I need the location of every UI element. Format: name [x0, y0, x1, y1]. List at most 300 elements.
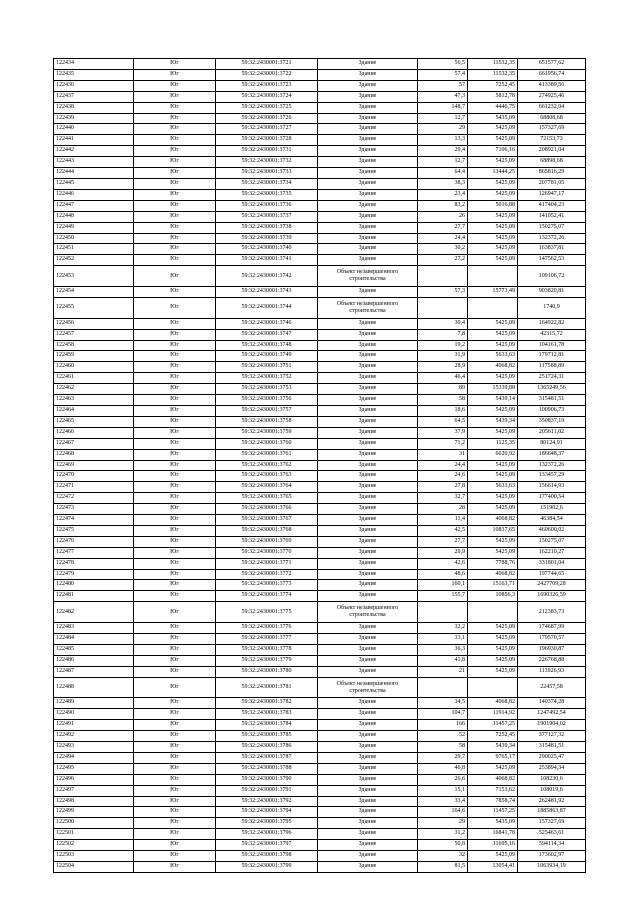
specific-value-cell: 5425,09 — [468, 460, 518, 471]
table-row — [54, 157, 586, 168]
row-number: 122502 — [54, 840, 134, 851]
cadastral-number-cell: 59:32:2430001:3766 — [216, 504, 318, 515]
area-cell: 31,9 — [418, 351, 468, 362]
object-type-cell: Здание — [318, 244, 418, 255]
region-cell: Юг — [134, 720, 216, 731]
specific-value-cell: 13444,25 — [468, 168, 518, 179]
area-cell: 34,5 — [418, 698, 468, 709]
region-cell: Юг — [134, 438, 216, 449]
region-cell: Юг — [134, 416, 216, 427]
row-number: 122440 — [54, 124, 134, 135]
table-row — [54, 59, 586, 70]
region-cell: Юг — [134, 102, 216, 113]
row-number: 122446 — [54, 189, 134, 200]
cadastral-number-cell: 59:32:2430001:3733 — [216, 168, 318, 179]
area-cell: 30,4 — [418, 318, 468, 329]
area-cell: 29,9 — [418, 547, 468, 558]
specific-value-cell: 11457,25 — [468, 720, 518, 731]
specific-value-cell: 1125,35 — [468, 438, 518, 449]
cadastral-number-cell: 59:32:2430001:3772 — [216, 569, 318, 580]
row-number: 122460 — [54, 362, 134, 373]
cadastral-value-cell: 274925,46 — [518, 91, 586, 102]
cadastral-number-cell: 59:32:2430001:3743 — [216, 287, 318, 298]
region-cell: Юг — [134, 580, 216, 591]
object-type-cell: Объект незавершенного строительства — [318, 677, 418, 698]
cadastral-value-cell: 460600,02 — [518, 525, 586, 536]
area-cell: 26 — [418, 211, 468, 222]
object-type-cell: Здание — [318, 178, 418, 189]
cadastral-number-cell: 59:32:2430001:3795 — [216, 818, 318, 829]
row-number: 122489 — [54, 698, 134, 709]
cadastral-value-cell: 72153,73 — [518, 135, 586, 146]
specific-value-cell: 5425,09 — [468, 471, 518, 482]
table-row — [54, 449, 586, 460]
table-row — [54, 515, 586, 526]
cadastral-value-cell: 651577,62 — [518, 59, 586, 70]
table-row — [54, 124, 586, 135]
specific-value-cell: 5425,09 — [468, 536, 518, 547]
area-cell: 46,4 — [418, 373, 468, 384]
row-number: 122472 — [54, 493, 134, 504]
cadastral-number-cell: 59:32:2430001:3726 — [216, 113, 318, 124]
region-cell: Юг — [134, 862, 216, 873]
table-row — [54, 602, 586, 623]
object-type-cell: Здание — [318, 395, 418, 406]
row-number: 122439 — [54, 113, 134, 124]
cadastral-value-cell: 1885863,87 — [518, 807, 586, 818]
row-number: 122496 — [54, 774, 134, 785]
specific-value-cell: 7252,45 — [468, 80, 518, 91]
cadastral-value-cell: 661232,04 — [518, 102, 586, 113]
cadastral-number-cell: 59:32:2430001:3727 — [216, 124, 318, 135]
region-cell: Юг — [134, 460, 216, 471]
cadastral-number-cell: 59:32:2430001:3759 — [216, 427, 318, 438]
region-cell: Юг — [134, 731, 216, 742]
area-cell: 56,5 — [418, 59, 468, 70]
cadastral-number-cell: 59:32:2430001:3768 — [216, 525, 318, 536]
cadastral-number-cell: 59:32:2430001:3744 — [216, 297, 318, 318]
area-cell: 50,8 — [418, 840, 468, 851]
cadastral-value-cell: 177400,54 — [518, 493, 586, 504]
area-cell: 64,4 — [418, 168, 468, 179]
object-type-cell: Здание — [318, 405, 418, 416]
cadastral-value-cell: 156614,93 — [518, 482, 586, 493]
cadastral-value-cell: 315481,51 — [518, 395, 586, 406]
table-row — [54, 504, 586, 515]
object-type-cell: Здание — [318, 416, 418, 427]
cadastral-value-cell: 903820,81 — [518, 287, 586, 298]
region-cell: Юг — [134, 623, 216, 634]
table-row — [54, 633, 586, 644]
region-cell: Юг — [134, 829, 216, 840]
table-row — [54, 796, 586, 807]
table-row — [54, 189, 586, 200]
cadastral-value-cell: 68808,68 — [518, 113, 586, 124]
object-type-cell: Здание — [318, 482, 418, 493]
specific-value-cell: 5425,09 — [468, 255, 518, 266]
object-type-cell: Здание — [318, 340, 418, 351]
cadastral-number-cell: 59:32:2430001:3791 — [216, 785, 318, 796]
object-type-cell: Здание — [318, 493, 418, 504]
area-cell: 52 — [418, 731, 468, 742]
row-number: 122479 — [54, 569, 134, 580]
table-row — [54, 829, 586, 840]
row-number: 122454 — [54, 287, 134, 298]
table-row — [54, 644, 586, 655]
specific-value-cell: 5425,09 — [468, 493, 518, 504]
object-type-cell: Здание — [318, 362, 418, 373]
specific-value-cell: 5425,09 — [468, 157, 518, 168]
region-cell: Юг — [134, 157, 216, 168]
cadastral-value-cell: 1365249,56 — [518, 384, 586, 395]
row-number: 122499 — [54, 807, 134, 818]
specific-value-cell: 5439,34 — [468, 416, 518, 427]
object-type-cell: Здание — [318, 200, 418, 211]
cadastral-value-cell: 179570,57 — [518, 633, 586, 644]
area-cell: 166 — [418, 720, 468, 731]
cadastral-number-cell: 59:32:2430001:3746 — [216, 318, 318, 329]
region-cell: Юг — [134, 655, 216, 666]
cadastral-value-cell: 186648,37 — [518, 449, 586, 460]
area-cell — [418, 677, 468, 698]
table-row — [54, 763, 586, 774]
table-row — [54, 536, 586, 547]
cadastral-number-cell: 59:32:2430001:3760 — [216, 438, 318, 449]
object-type-cell: Здание — [318, 222, 418, 233]
object-type-cell: Здание — [318, 840, 418, 851]
row-number: 122487 — [54, 666, 134, 677]
cadastral-number-cell: 59:32:2430001:3723 — [216, 80, 318, 91]
row-number: 122462 — [54, 384, 134, 395]
cadastral-value-cell: 1901904,02 — [518, 720, 586, 731]
row-number: 122443 — [54, 157, 134, 168]
cadastral-number-cell: 59:32:2430001:3778 — [216, 644, 318, 655]
row-number: 122444 — [54, 168, 134, 179]
object-type-cell: Здание — [318, 504, 418, 515]
cadastral-value-cell: 132372,26 — [518, 233, 586, 244]
cadastral-value-cell: 108230,6 — [518, 774, 586, 785]
object-type-cell: Здание — [318, 752, 418, 763]
cadastral-number-cell: 59:32:2430001:3774 — [216, 591, 318, 602]
row-number: 122436 — [54, 80, 134, 91]
cadastral-number-cell: 59:32:2430001:3758 — [216, 416, 318, 427]
specific-value-cell: 4068,82 — [468, 569, 518, 580]
cadastral-number-cell: 59:32:2430001:3783 — [216, 709, 318, 720]
cadastral-number-cell: 59:32:2430001:3770 — [216, 547, 318, 558]
table-row — [54, 222, 586, 233]
cadastral-value-cell: 1063934,19 — [518, 862, 586, 873]
row-number: 122457 — [54, 329, 134, 340]
cadastral-number-cell: 59:32:2430001:3792 — [216, 796, 318, 807]
table-row — [54, 244, 586, 255]
object-type-cell: Здание — [318, 591, 418, 602]
specific-value-cell: 5425,09 — [468, 211, 518, 222]
specific-value-cell: 7252,45 — [468, 731, 518, 742]
table-row — [54, 774, 586, 785]
cadastral-value-cell: 350837,19 — [518, 416, 586, 427]
object-type-cell: Здание — [318, 427, 418, 438]
row-number: 122466 — [54, 427, 134, 438]
region-cell: Юг — [134, 405, 216, 416]
region-cell: Юг — [134, 569, 216, 580]
object-type-cell: Здание — [318, 69, 418, 80]
object-type-cell: Здание — [318, 742, 418, 753]
object-type-cell: Объект незавершенного строительства — [318, 602, 418, 623]
area-cell: 27,7 — [418, 536, 468, 547]
cadastral-value-cell: 196930,87 — [518, 644, 586, 655]
cadastral-number-cell: 59:32:2430001:3756 — [216, 395, 318, 406]
row-number: 122503 — [54, 851, 134, 862]
row-number: 122449 — [54, 222, 134, 233]
specific-value-cell — [468, 602, 518, 623]
object-type-cell: Здание — [318, 124, 418, 135]
object-type-cell: Здание — [318, 384, 418, 395]
cadastral-value-cell: 132372,26 — [518, 460, 586, 471]
table-row — [54, 752, 586, 763]
region-cell: Юг — [134, 200, 216, 211]
row-number: 122452 — [54, 255, 134, 266]
row-number: 122476 — [54, 536, 134, 547]
table-row — [54, 493, 586, 504]
cadastral-value-cell: 413389,56 — [518, 80, 586, 91]
row-number: 122467 — [54, 438, 134, 449]
table-row — [54, 460, 586, 471]
cadastral-value-cell: 290025,47 — [518, 752, 586, 763]
table-row — [54, 655, 586, 666]
area-cell: 27,8 — [418, 482, 468, 493]
cadastral-value-cell: 46384,54 — [518, 515, 586, 526]
row-number: 122485 — [54, 644, 134, 655]
region-cell: Юг — [134, 297, 216, 318]
area-cell: 71,2 — [418, 438, 468, 449]
area-cell: 29 — [418, 818, 468, 829]
area-cell: 7,8 — [418, 329, 468, 340]
specific-value-cell: 5425,09 — [468, 763, 518, 774]
specific-value-cell: 7788,76 — [468, 558, 518, 569]
table-row — [54, 297, 586, 318]
area-cell: 27,7 — [418, 222, 468, 233]
area-cell: 83,2 — [418, 200, 468, 211]
cadastral-number-cell: 59:32:2430001:3738 — [216, 222, 318, 233]
region-cell: Юг — [134, 818, 216, 829]
area-cell: 21 — [418, 666, 468, 677]
cadastral-number-cell: 59:32:2430001:3721 — [216, 59, 318, 70]
region-cell: Юг — [134, 373, 216, 384]
cadastral-number-cell: 59:32:2430001:3732 — [216, 157, 318, 168]
specific-value-cell: 5439,14 — [468, 395, 518, 406]
table-row — [54, 427, 586, 438]
cadastral-number-cell: 59:32:2430001:3748 — [216, 340, 318, 351]
cadastral-number-cell: 59:32:2430001:3773 — [216, 580, 318, 591]
cadastral-value-cell: 104161,78 — [518, 340, 586, 351]
cadastral-value-cell: 42315,72 — [518, 329, 586, 340]
object-type-cell: Здание — [318, 709, 418, 720]
area-cell: 160,1 — [418, 580, 468, 591]
table-row — [54, 720, 586, 731]
cadastral-value-cell: 315481,51 — [518, 742, 586, 753]
area-cell: 57 — [418, 80, 468, 91]
cadastral-value-cell: 377127,32 — [518, 731, 586, 742]
cadastral-number-cell: 59:32:2430001:3757 — [216, 405, 318, 416]
object-type-cell: Здание — [318, 255, 418, 266]
area-cell: 38,3 — [418, 178, 468, 189]
cadastral-number-cell: 59:32:2430001:3777 — [216, 633, 318, 644]
cadastral-number-cell: 59:32:2430001:3725 — [216, 102, 318, 113]
specific-value-cell: 11457,25 — [468, 807, 518, 818]
object-type-cell: Объект незавершенного строительства — [318, 266, 418, 287]
row-number: 122486 — [54, 655, 134, 666]
specific-value-cell: 10856,3 — [468, 591, 518, 602]
row-number: 122484 — [54, 633, 134, 644]
area-cell: 148,7 — [418, 102, 468, 113]
table-row — [54, 731, 586, 742]
region-cell: Юг — [134, 135, 216, 146]
object-type-cell: Здание — [318, 102, 418, 113]
cadastral-value-cell: 80124,91 — [518, 438, 586, 449]
area-cell: 164,6 — [418, 807, 468, 818]
cadastral-value-cell: 164922,82 — [518, 318, 586, 329]
region-cell: Юг — [134, 840, 216, 851]
specific-value-cell: 9765,17 — [468, 752, 518, 763]
row-number: 122447 — [54, 200, 134, 211]
table-row — [54, 580, 586, 591]
cadastral-number-cell: 59:32:2430001:3749 — [216, 351, 318, 362]
object-type-cell: Здание — [318, 471, 418, 482]
region-cell: Юг — [134, 318, 216, 329]
row-number: 122438 — [54, 102, 134, 113]
cadastral-value-cell: 262481,92 — [518, 796, 586, 807]
cadastral-number-cell: 59:32:2430001:3741 — [216, 255, 318, 266]
specific-value-cell: 4068,82 — [468, 774, 518, 785]
specific-value-cell: 5633,63 — [468, 482, 518, 493]
object-type-cell: Здание — [318, 644, 418, 655]
specific-value-cell: 5425,09 — [468, 655, 518, 666]
row-number: 122456 — [54, 318, 134, 329]
specific-value-cell: 15339,88 — [468, 384, 518, 395]
cadastral-number-cell: 59:32:2430001:3797 — [216, 840, 318, 851]
region-cell: Юг — [134, 752, 216, 763]
specific-value-cell: 5425,09 — [468, 135, 518, 146]
region-cell: Юг — [134, 244, 216, 255]
object-type-cell: Здание — [318, 623, 418, 634]
table-row — [54, 266, 586, 287]
area-cell: 42,5 — [418, 525, 468, 536]
specific-value-cell: 5425,09 — [468, 405, 518, 416]
area-cell: 28 — [418, 504, 468, 515]
region-cell: Юг — [134, 709, 216, 720]
table-row — [54, 211, 586, 222]
table-row — [54, 395, 586, 406]
cadastral-number-cell: 59:32:2430001:3799 — [216, 862, 318, 873]
region-cell: Юг — [134, 69, 216, 80]
area-cell: 15,1 — [418, 785, 468, 796]
cadastral-value-cell: 253894,34 — [518, 763, 586, 774]
region-cell: Юг — [134, 189, 216, 200]
region-cell: Юг — [134, 742, 216, 753]
table-row — [54, 69, 586, 80]
area-cell: 57,4 — [418, 69, 468, 80]
area-cell — [418, 266, 468, 287]
cadastral-number-cell: 59:32:2430001:3782 — [216, 698, 318, 709]
region-cell: Юг — [134, 851, 216, 862]
region-cell: Юг — [134, 547, 216, 558]
region-cell: Юг — [134, 763, 216, 774]
cadastral-value-cell: 174687,99 — [518, 623, 586, 634]
cadastral-number-cell: 59:32:2430001:3722 — [216, 69, 318, 80]
region-cell: Юг — [134, 168, 216, 179]
row-number: 122495 — [54, 763, 134, 774]
area-cell — [418, 297, 468, 318]
area-cell: 104,7 — [418, 709, 468, 720]
cadastral-value-cell: 157327,69 — [518, 124, 586, 135]
row-number: 122437 — [54, 91, 134, 102]
specific-value-cell: 5425,09 — [468, 189, 518, 200]
object-type-cell: Здание — [318, 862, 418, 873]
cadastral-number-cell: 59:32:2430001:3790 — [216, 774, 318, 785]
object-type-cell: Здание — [318, 168, 418, 179]
row-number: 122497 — [54, 785, 134, 796]
specific-value-cell: 11695,16 — [468, 840, 518, 851]
cadastral-number-cell: 59:32:2430001:3740 — [216, 244, 318, 255]
region-cell: Юг — [134, 449, 216, 460]
cadastral-value-cell: 22457,58 — [518, 677, 586, 698]
specific-value-cell: 7106,16 — [468, 146, 518, 157]
object-type-cell: Здание — [318, 287, 418, 298]
specific-value-cell: 5425,09 — [468, 124, 518, 135]
area-cell: 23,4 — [418, 189, 468, 200]
region-cell: Юг — [134, 233, 216, 244]
area-cell: 81,5 — [418, 862, 468, 873]
specific-value-cell: 5425,09 — [468, 178, 518, 189]
cadastral-value-cell: 865816,29 — [518, 168, 586, 179]
region-cell: Юг — [134, 59, 216, 70]
cadastral-value-cell: 207781,05 — [518, 178, 586, 189]
cadastral-number-cell: 59:32:2430001:3764 — [216, 482, 318, 493]
area-cell: 58 — [418, 742, 468, 753]
row-number: 122478 — [54, 558, 134, 569]
cadastral-value-cell: 197744,65 — [518, 569, 586, 580]
table-row — [54, 135, 586, 146]
cadastral-number-cell: 59:32:2430001:3737 — [216, 211, 318, 222]
cadastral-value-cell: 113926,93 — [518, 666, 586, 677]
cadastral-value-cell: 147562,53 — [518, 255, 586, 266]
specific-value-cell: 11914,92 — [468, 709, 518, 720]
specific-value-cell: 5425,09 — [468, 222, 518, 233]
cadastral-value-cell: 117588,89 — [518, 362, 586, 373]
object-type-cell: Здание — [318, 157, 418, 168]
cadastral-value-table — [53, 58, 586, 873]
cadastral-value-cell: 150275,07 — [518, 536, 586, 547]
cadastral-value-cell: 331801,04 — [518, 558, 586, 569]
cadastral-number-cell: 59:32:2430001:3775 — [216, 602, 318, 623]
specific-value-cell — [468, 297, 518, 318]
cadastral-value-cell: 251724,31 — [518, 373, 586, 384]
object-type-cell: Здание — [318, 91, 418, 102]
cadastral-number-cell: 59:32:2430001:3785 — [216, 731, 318, 742]
cadastral-value-cell: 150275,07 — [518, 222, 586, 233]
table-row — [54, 287, 586, 298]
row-number: 122481 — [54, 591, 134, 602]
cadastral-number-cell: 59:32:2430001:3739 — [216, 233, 318, 244]
table-row — [54, 807, 586, 818]
object-type-cell: Здание — [318, 536, 418, 547]
object-type-cell: Здание — [318, 763, 418, 774]
row-number: 122442 — [54, 146, 134, 157]
region-cell: Юг — [134, 785, 216, 796]
row-number: 122494 — [54, 752, 134, 763]
table-row — [54, 862, 586, 873]
cadastral-value-cell: 212383,73 — [518, 602, 586, 623]
